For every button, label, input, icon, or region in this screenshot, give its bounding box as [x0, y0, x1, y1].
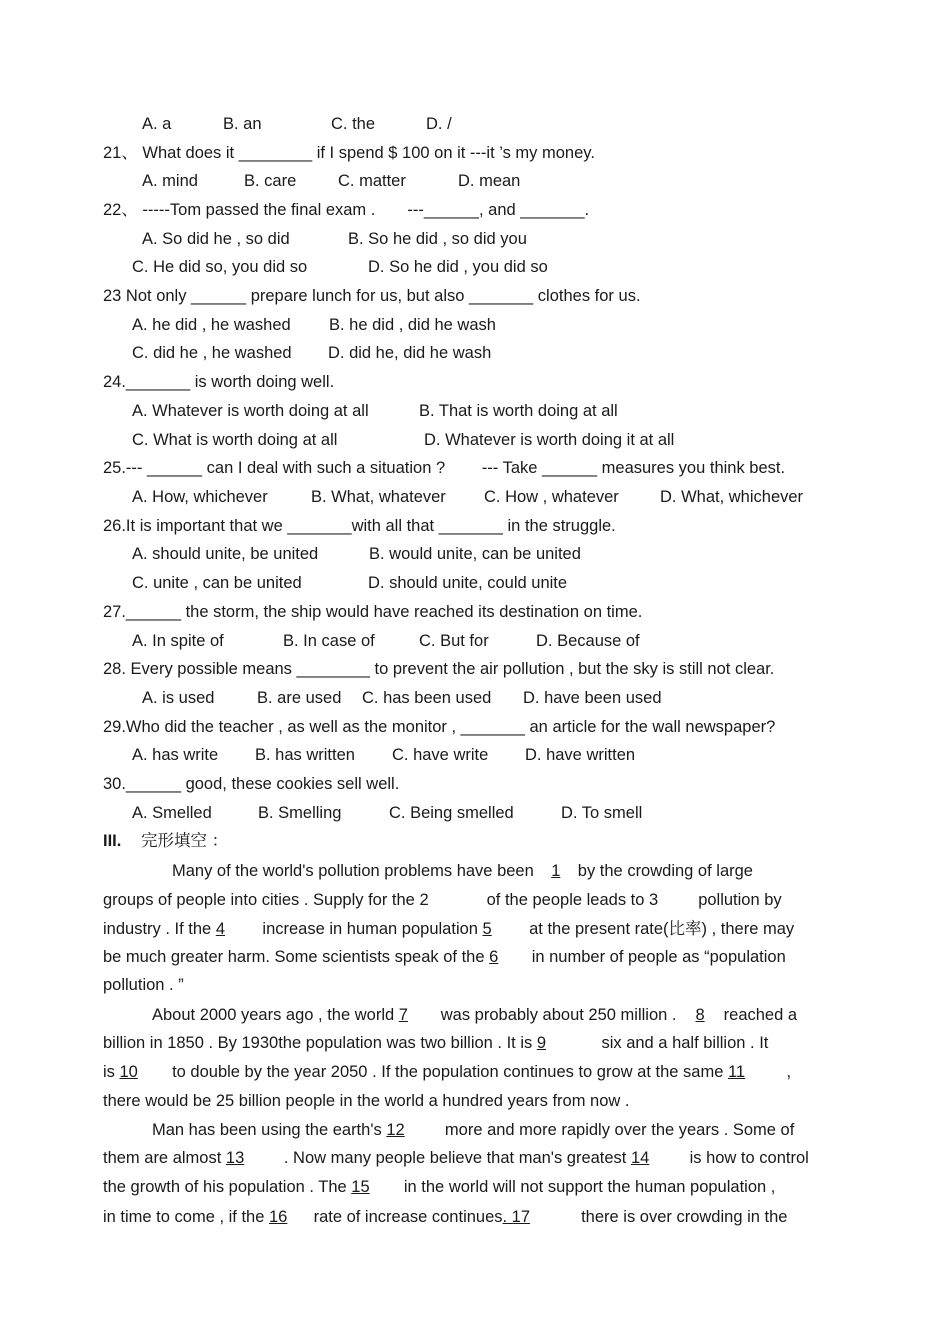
text: Man has been using the earth's [152, 1121, 387, 1139]
q20-option-d: D. / [426, 115, 452, 133]
blank-6: 6 [489, 948, 499, 966]
text: at the present rate(比率) , there may [524, 920, 795, 938]
text: the growth of his population . The [103, 1178, 352, 1196]
q29-stem: 29.Who did the teacher , as well as the monitor , _______ an article for the wall newspaper? [103, 718, 776, 736]
q23-stem: 23 Not only ______ prepare lunch for us, but also _______ clothes for us. [103, 287, 641, 305]
text: more and more rapidly over the years . Some of [440, 1121, 795, 1139]
q27-option-c: C. But for [419, 632, 489, 650]
q25-stem: 25.--- ______ can I deal with such a situation ? --- Take ______ measures you think best. [103, 459, 786, 477]
passage-p1-line3 [103, 919, 845, 939]
blank-10: 10 [119, 1063, 138, 1081]
blank-12: 12 [386, 1121, 405, 1139]
text: is [103, 1063, 120, 1081]
q23-option-a: A. he did , he washed [132, 316, 291, 334]
passage-p2-line1 [152, 1005, 847, 1025]
text: pollution by [698, 891, 782, 909]
q26-stem: 26.It is important that we _______with all that _______ in the struggle. [103, 517, 616, 535]
q25-option-d: D. What, whichever [660, 488, 804, 506]
passage-p3-line2 [103, 1148, 845, 1168]
text: is how to control [684, 1149, 809, 1167]
q24-option-b: B. That is worth doing at all [419, 402, 618, 420]
text: of the people leads to 3 [486, 891, 659, 909]
q24-option-c: C. What is worth doing at all [132, 431, 338, 449]
q30-option-c: C. Being smelled [389, 804, 514, 822]
q27-stem: 27.______ the storm, the ship would have reached its destination on time. [103, 603, 643, 621]
text: industry . If the [103, 920, 216, 938]
q27-option-b: B. In case of [283, 632, 375, 650]
q25-option-c: C. How , whatever [484, 488, 619, 506]
passage-p3-line1 [152, 1120, 844, 1140]
q23-option-c: C. did he , he washed [132, 344, 292, 362]
q28-option-a: A. is used [142, 689, 215, 707]
passage-p3-line4 [103, 1207, 845, 1227]
q21-option-c: C. matter [338, 172, 406, 190]
text: . Now many people believe that man's greatest [283, 1149, 631, 1167]
text: them are almost [103, 1149, 226, 1167]
blank-5: 5 [482, 920, 492, 938]
blank-13: 13 [225, 1149, 245, 1167]
blank-11: 11 [727, 1063, 746, 1081]
q30-option-a: A. Smelled [132, 804, 212, 822]
q29-option-d: D. have written [525, 746, 636, 764]
q27-option-a: A. In spite of [132, 632, 224, 650]
passage-p1-line4 [103, 947, 845, 967]
text: reached a [719, 1006, 798, 1024]
text: be much greater harm. Some scientists speak of the [103, 948, 490, 966]
blank-16: 16 [268, 1208, 288, 1226]
q22-option-d: D. So he did , you did so [368, 258, 548, 276]
text: in number of people as “population [527, 948, 786, 966]
passage-p2-line4: there would be 25 billion people in the world a hundred years from now . [103, 1092, 630, 1110]
blank-9: 9 [536, 1034, 547, 1052]
q20-option-c: C. the [331, 115, 376, 133]
blank-15: 15 [351, 1178, 370, 1196]
q22-option-a: A. So did he , so did [142, 230, 290, 248]
q30-option-b: B. Smelling [258, 804, 342, 822]
text: rate of increase continues [308, 1208, 503, 1226]
text: by the crowding of large [577, 862, 753, 880]
text: , [781, 1063, 792, 1081]
text: was probably about 250 million . [440, 1006, 682, 1024]
blank-7: 7 [398, 1006, 408, 1024]
blank-8: 8 [695, 1006, 705, 1024]
text: there is over crowding in the [576, 1208, 788, 1226]
passage-p2-line2 [103, 1033, 845, 1053]
text: About 2000 years ago , the world [152, 1006, 399, 1024]
q20-option-a: A. a [142, 115, 172, 133]
text: Many of the world's pollution problems have been [172, 862, 534, 880]
q20-option-b: B. an [223, 115, 262, 133]
q22-option-c: C. He did so, you did so [132, 258, 308, 276]
text: in the world will not support the human population , [399, 1178, 776, 1196]
q26-option-c: C. unite , can be united [132, 574, 302, 592]
q28-option-b: B. are used [257, 689, 342, 707]
q30-stem: 30.______ good, these cookies sell well. [103, 775, 400, 793]
section-title: 完形填空 ： [141, 832, 229, 850]
q21-option-a: A. mind [142, 172, 198, 190]
q25-option-b: B. What, whatever [311, 488, 446, 506]
q21-option-d: D. mean [458, 172, 521, 190]
passage-p1-line1 [172, 861, 844, 881]
section-number: III. [103, 832, 122, 850]
blank-1: 1 [551, 862, 561, 880]
q25-option-a: A. How, whichever [132, 488, 268, 506]
q26-option-d: D. should unite, could unite [368, 574, 568, 592]
q29-option-c: C. have write [392, 746, 489, 764]
q28-option-c: C. has been used [362, 689, 492, 707]
text: six and a half billion . It [596, 1034, 769, 1052]
q27-option-d: D. Because of [536, 632, 640, 650]
q29-option-b: B. has written [255, 746, 355, 764]
q26-option-b: B. would unite, can be united [369, 545, 581, 563]
q24-option-d: D. Whatever is worth doing it at all [424, 431, 675, 449]
passage-p2-line3 [103, 1062, 845, 1082]
text: increase in human population [257, 920, 483, 938]
q28-stem: 28. Every possible means ________ to prevent the air pollution , but the sky is still not clear. [103, 660, 775, 678]
text: in time to come , if the [103, 1208, 269, 1226]
q28-option-d: D. have been used [523, 689, 662, 707]
q23-option-b: B. he did , did he wash [329, 316, 496, 334]
passage-p1-line5: pollution . ” [103, 976, 184, 994]
blank-14: 14 [630, 1149, 650, 1167]
q29-option-a: A. has write [132, 746, 219, 764]
text: billion in 1850 . By 1930the population was two billion . It is [103, 1034, 537, 1052]
q26-option-a: A. should unite, be united [132, 545, 319, 563]
q21-stem: 21、 What does it ________ if I spend $ 100 on it ---it ’s my money. [103, 144, 595, 162]
text: to double by the year 2050 . If the population continues to grow at the same [167, 1063, 728, 1081]
q22-stem: 22、 -----Tom passed the final exam . ---______, and _______. [103, 201, 590, 219]
passage-p3-line3 [103, 1177, 845, 1197]
q22-option-b: B. So he did , so did you [348, 230, 527, 248]
q24-stem: 24._______ is worth doing well. [103, 373, 335, 391]
q21-option-b: B. care [244, 172, 297, 190]
q30-option-d: D. To smell [561, 804, 643, 822]
blank-17: . 17 [502, 1208, 531, 1226]
q24-option-a: A. Whatever is worth doing at all [132, 402, 369, 420]
q23-option-d: D. did he, did he wash [328, 344, 492, 362]
blank-4: 4 [215, 920, 225, 938]
passage-p1-line2 [103, 890, 845, 910]
text: groups of people into cities . Supply for the 2 [103, 891, 429, 909]
